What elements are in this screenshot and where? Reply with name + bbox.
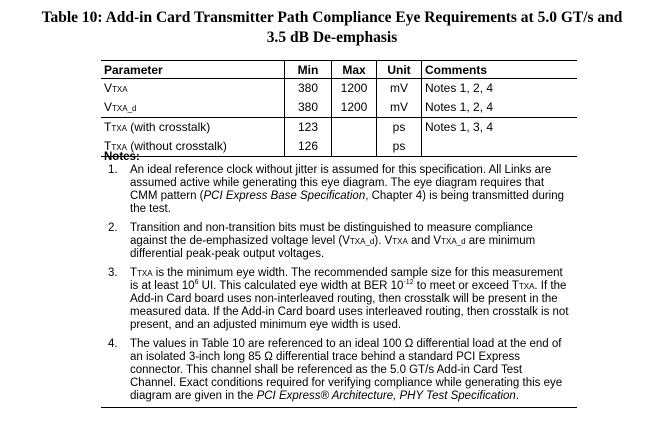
note-text: An ideal reference clock without jitter is assumed for this specification. All Links are assumed active while generating this eye diagram. The eye diagram requires that CMM pattern ( — [130, 164, 552, 202]
unit-cell: mV — [377, 98, 422, 118]
note-citation: PCI Express Base Specification — [203, 190, 366, 202]
note-superscript: 6 — [194, 279, 199, 287]
param-cell — [101, 79, 285, 99]
notes-heading: Notes: — [104, 151, 140, 163]
note-text: ). V — [374, 235, 393, 247]
note-subscript: TXA — [137, 269, 153, 278]
param-subscript: TXA_d — [112, 104, 137, 113]
min-cell: 380 — [285, 79, 332, 99]
max-cell — [332, 118, 377, 138]
note-text: . If the Add-in Card board uses non-interleaved routing, then crosstalk will be present in the measured data. If the Add-in Card board uses interleaved routing, then crosstalk is not present, and an adjusted minimum eye width is used. — [130, 280, 569, 331]
note-item — [101, 267, 577, 332]
header-max: Max — [332, 61, 377, 79]
comments-cell: Notes 1, 2, 4 — [422, 79, 578, 99]
header-min: Min — [285, 61, 332, 79]
min-cell: 123 — [285, 118, 332, 138]
unit-cell: mV — [377, 79, 422, 99]
param-qualifier: (with crosstalk) — [126, 120, 211, 134]
note-text: Transition and non-transition bits must be distinguished to measure compliance against the de-emphasized voltage level (V — [130, 222, 533, 247]
param-symbol: T — [104, 139, 112, 153]
min-cell: 380 — [285, 98, 332, 118]
table-caption — [0, 8, 664, 48]
caption-line-2: 3.5 dB De-emphasis — [266, 29, 398, 46]
note-text: The values in Table 10 are referenced to an ideal 100 Ω differential load at the end of an isolated 3-inch long 85 Ω differential trace behind a standard PCI Express connector. This channel shall be referenced as the 5.0 GT/s Add-in Card Test Channel. Exact conditions required for verifying compliance while generating this eye diagram are given in the — [130, 338, 563, 402]
note-text: . — [515, 390, 520, 402]
note-item — [101, 222, 577, 261]
note-number: 3. — [108, 267, 118, 279]
note-subscript: TXA_d — [349, 237, 375, 246]
unit-cell: ps — [377, 118, 422, 138]
max-cell: 1200 — [332, 79, 377, 99]
header-comments: Comments — [422, 61, 578, 79]
requirements-table — [101, 60, 577, 157]
table-header-row — [101, 61, 577, 79]
note-text: , Chapter 4) is being transmitted during the test. — [130, 190, 565, 215]
param-symbol: T — [104, 120, 112, 134]
notes-list — [101, 164, 577, 403]
note-text: and V — [407, 235, 442, 247]
header-parameter: Parameter — [104, 62, 163, 77]
param-symbol: V — [104, 81, 113, 95]
caption-line-1: Table 10: Add-in Card Transmitter Path Compliance Eye Requirements at 5.0 GT/s and — [41, 9, 623, 26]
param-subscript: TXA — [112, 85, 128, 94]
table-row — [101, 98, 577, 118]
param-subscript: TXA — [111, 143, 127, 152]
unit-cell: ps — [377, 137, 422, 157]
param-qualifier: (without crosstalk) — [126, 139, 227, 153]
note-subscript: TXA — [392, 237, 408, 246]
note-number: 1. — [108, 164, 118, 176]
note-text: T — [130, 267, 138, 279]
notes-section — [101, 151, 577, 408]
min-cell: 126 — [285, 137, 332, 157]
note-superscript: -12 — [403, 279, 414, 287]
note-text: UI. This calculated eye width at BER 10 — [198, 280, 404, 292]
max-cell: 1200 — [332, 98, 377, 118]
note-subscript: TXA_d — [441, 237, 466, 246]
param-symbol: V — [104, 100, 113, 114]
note-number: 2. — [108, 222, 118, 234]
header-unit: Unit — [377, 61, 422, 79]
note-text: to meet or exceed T — [413, 280, 519, 292]
comments-cell: Notes 1, 2, 4 — [422, 98, 578, 118]
note-item — [101, 338, 577, 403]
note-subscript: TXA — [518, 282, 535, 291]
param-cell — [101, 98, 285, 118]
note-text: is the minimum eye width. The recommended sample size for this measurement is at least 10 — [130, 267, 563, 292]
table-row — [101, 79, 577, 99]
param-subscript: TXA — [111, 124, 127, 133]
comments-cell: Notes 1, 3, 4 — [422, 118, 578, 138]
note-number: 4. — [108, 338, 118, 350]
note-item — [101, 164, 577, 216]
note-citation: PCI Express® Architecture, PHY Test Specification — [256, 390, 516, 402]
param-cell — [101, 118, 285, 138]
table-row — [101, 118, 577, 138]
voltage-group — [101, 79, 577, 118]
note-text: are minimum differential peak-peak output voltages. — [130, 235, 536, 260]
